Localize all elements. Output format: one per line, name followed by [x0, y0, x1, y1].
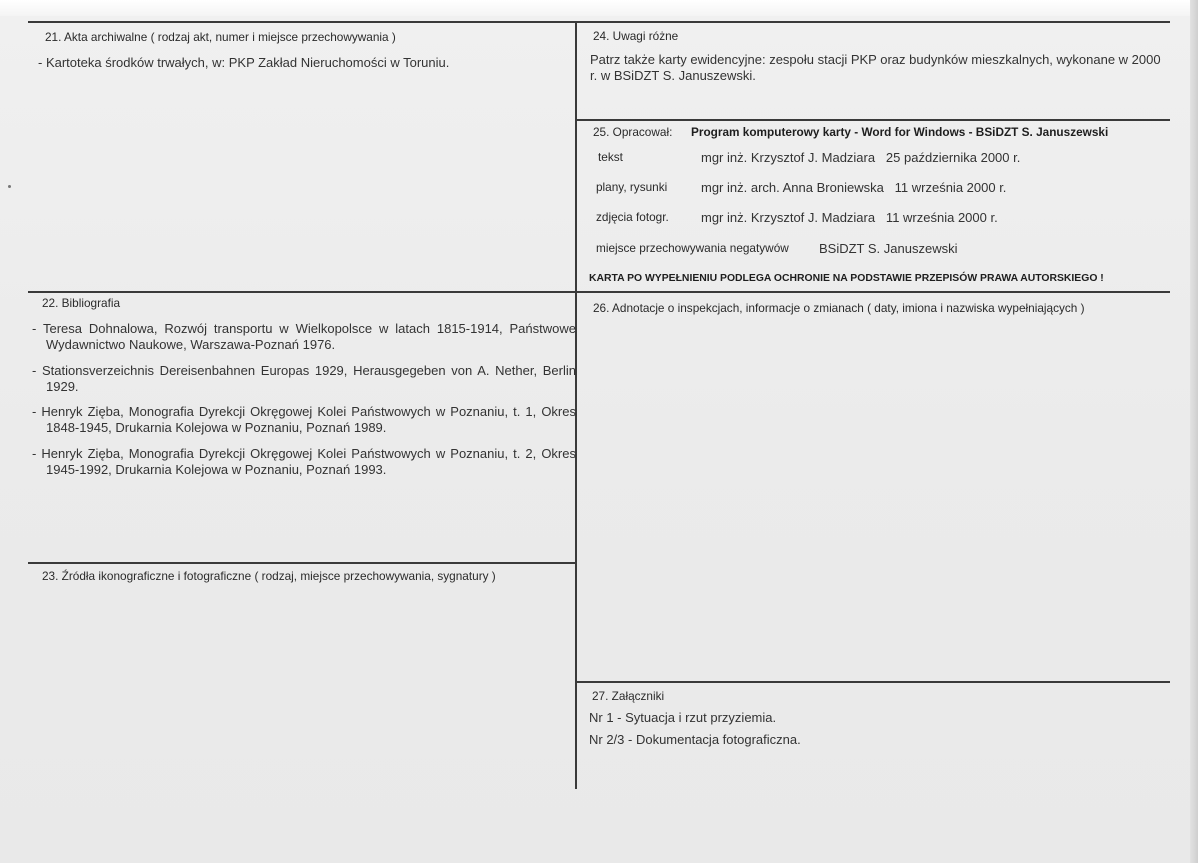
rule-26-27: [577, 681, 1170, 683]
rule-22-23: [28, 562, 576, 564]
bibliography-item: - Teresa Dohnalowa, Rozwój transportu w Wielkopolsce w latach 1815-1914, Państwowe Wydawnictwo Naukowe, Warszawa-Poznań 1976.: [32, 321, 576, 352]
right-edge-shade: [1190, 0, 1198, 863]
negatives-label: miejsce przechowywania negatywów: [596, 241, 789, 255]
section-24-text: Patrz także karty ewidencyjne: zespołu stacji PKP oraz budynków mieszkalnych, wykonane w 2000 r. w BSiDZT S. Januszewski.: [590, 52, 1161, 83]
section-21-item: - Kartoteka środków trwałych, w: PKP Zakład Nieruchomości w Toruniu.: [38, 55, 450, 70]
section-24-heading: 24. Uwagi różne: [593, 29, 679, 43]
rule-24-25: [577, 119, 1170, 121]
section-22-heading: 22. Bibliografia: [42, 296, 121, 310]
author-row-value: mgr inż. Krzysztof J. Madziara 25 października 2000 r.: [701, 150, 1021, 165]
section-26-heading: 26. Adnotacje o inspekcjach, informacje o zmianach ( daty, imiona i nazwiska wypełniających ): [593, 301, 1085, 315]
bibliography-item: - Stationsverzeichnis Dereisenbahnen Europas 1929, Herausgegeben von A. Nether, Berlin 1929.: [32, 363, 576, 394]
top-rule: [28, 21, 1170, 23]
rule-21-22: [28, 291, 576, 293]
copyright-notice: KARTA PO WYPEŁNIENIU PODLEGA OCHRONIE NA PODSTAWIE PRZEPISÓW PRAWA AUTORSKIEGO !: [589, 273, 1104, 284]
bibliography-item: - Henryk Zięba, Monografia Dyrekcji Okręgowej Kolei Państwowych w Poznaniu, t. 2, Okres 1945-1992, Drukarnia Kolejowa w Poznaniu, Poznań 1993.: [32, 446, 576, 477]
author-row-value: mgr inż. Krzysztof J. Madziara 11 września 2000 r.: [701, 210, 998, 225]
section-25-heading: 25. Opracował:: [593, 125, 673, 139]
section-23-heading: 23. Źródła ikonograficzne i fotograficzne ( rodzaj, miejsce przechowywania, sygnatury ): [42, 569, 496, 583]
paper-speck: [8, 185, 11, 188]
rule-25-26: [577, 291, 1170, 293]
attachment-item: Nr 1 - Sytuacja i rzut przyziemia.: [589, 710, 777, 725]
section-21-heading: 21. Akta archiwalne ( rodzaj akt, numer i miejsce przechowywania ): [45, 30, 396, 44]
attachment-item: Nr 2/3 - Dokumentacja fotograficzna.: [589, 732, 801, 747]
negatives-value: BSiDZT S. Januszewski: [819, 241, 958, 256]
author-row-label: tekst: [598, 150, 623, 164]
top-edge-shade: [0, 0, 1198, 16]
section-27-heading: 27. Załączniki: [592, 689, 665, 703]
author-row-value: mgr inż. arch. Anna Broniewska 11 września 2000 r.: [701, 180, 1007, 195]
bibliography-item: - Henryk Zięba, Monografia Dyrekcji Okręgowej Kolei Państwowych w Poznaniu, t. 1, Okres 1848-1945, Drukarnia Kolejowa w Poznaniu, Poznań 1989.: [32, 404, 576, 435]
program-info: Program komputerowy karty - Word for Windows - BSiDZT S. Januszewski: [691, 125, 1109, 139]
author-row-label: plany, rysunki: [596, 180, 668, 194]
author-row-label: zdjęcia fotogr.: [596, 210, 669, 224]
